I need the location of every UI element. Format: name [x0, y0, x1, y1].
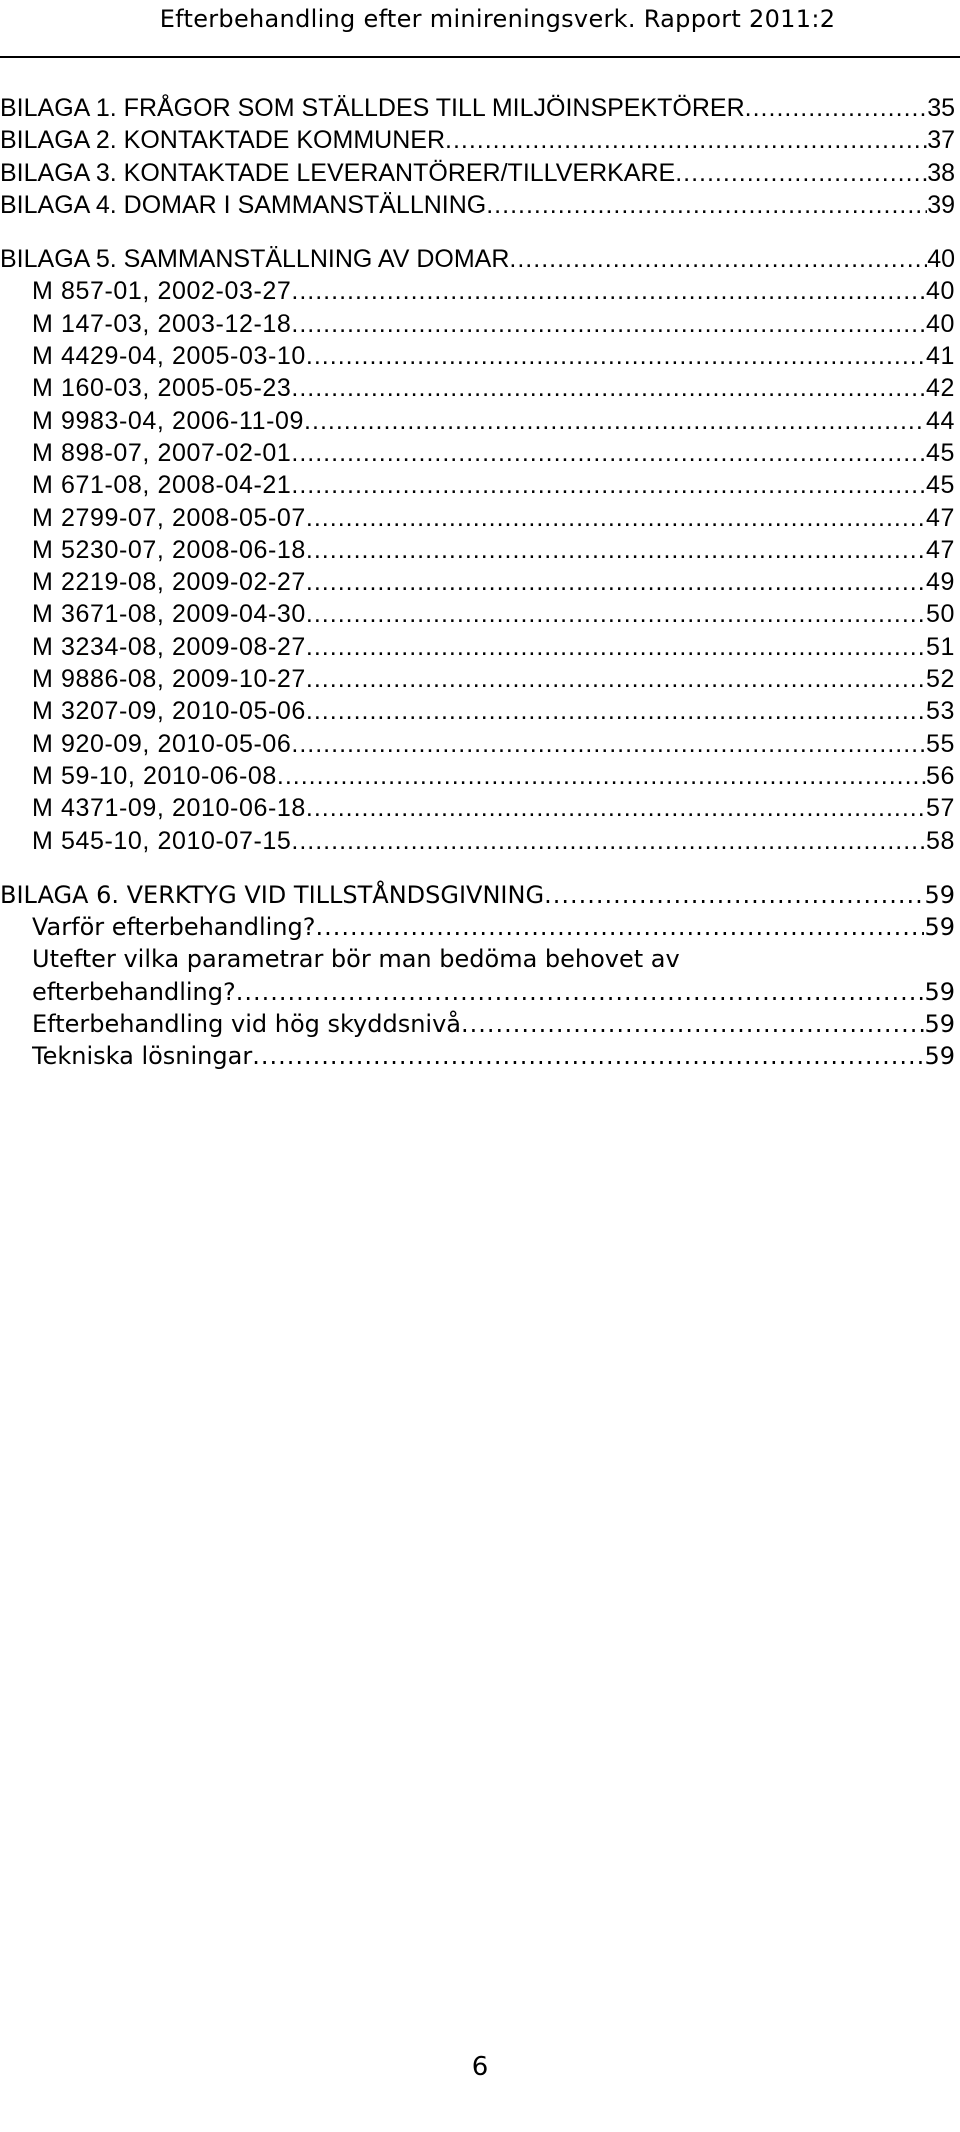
- toc-entry-label: Varför efterbehandling?: [32, 913, 316, 942]
- toc-entry-dom[interactable]: [32, 825, 955, 857]
- toc-entry-page: 56: [925, 761, 955, 790]
- toc-entry-label: BILAGA 3. KONTAKTADE LEVERANTÖRER/TILLVERKARE: [0, 158, 676, 187]
- header-rule: [0, 56, 960, 58]
- toc-entry-page: 47: [925, 535, 955, 564]
- dot-leader: [306, 598, 926, 630]
- toc-entry-tekniska-losningar[interactable]: [32, 1040, 955, 1072]
- dot-leader: [291, 308, 926, 340]
- toc-entry-dom[interactable]: [32, 372, 955, 404]
- toc-entry-dom[interactable]: [32, 437, 955, 469]
- toc-entry-dom[interactable]: [32, 275, 955, 307]
- dot-leader: [306, 631, 926, 663]
- toc-entry-page: 37: [927, 126, 955, 155]
- toc-entry-dom[interactable]: [32, 405, 955, 437]
- dot-leader: [236, 976, 925, 1008]
- dot-leader: [291, 372, 926, 404]
- toc-entry-label: M 3671-08, 2009-04-30: [32, 600, 306, 629]
- toc-entry-dom[interactable]: [32, 308, 955, 340]
- toc-entry-page: 45: [925, 438, 955, 467]
- dot-leader: [445, 124, 927, 156]
- toc-entry-label: M 4371-09, 2010-06-18: [32, 794, 306, 823]
- toc-entry-dom[interactable]: [32, 502, 955, 534]
- toc-entry-label: BILAGA 2. KONTAKTADE KOMMUNER: [0, 126, 445, 155]
- toc-entry-label: M 3207-09, 2010-05-06: [32, 697, 306, 726]
- toc-entry-label: BILAGA 6. VERKTYG VID TILLSTÅNDSGIVNING: [0, 880, 545, 909]
- toc-entry-label: M 898-07, 2007-02-01: [32, 438, 292, 467]
- toc-entry-dom[interactable]: [32, 534, 955, 566]
- toc-entry-page: 49: [925, 568, 955, 597]
- dot-leader: [306, 792, 926, 824]
- toc-entry-hog-skyddsniva[interactable]: [32, 1008, 955, 1040]
- toc-entry-parametrar-line1[interactable]: Utefter vilka parametrar bör man bedöma behovet av: [32, 945, 680, 974]
- toc-entry-bilaga-4[interactable]: [0, 189, 955, 221]
- dot-leader: [509, 243, 927, 275]
- dot-leader: [304, 405, 926, 437]
- toc-entry-label: M 59-10, 2010-06-08: [32, 761, 277, 790]
- toc-entry-dom[interactable]: [32, 728, 955, 760]
- toc-entry-label: Tekniska lösningar: [32, 1042, 253, 1071]
- toc-entry-label: M 147-03, 2003-12-18: [32, 309, 292, 338]
- toc-entry-page: 59: [924, 1010, 955, 1039]
- toc-entry-bilaga-6[interactable]: [0, 879, 955, 911]
- toc-entry-label: BILAGA 5. SAMMANSTÄLLNING AV DOMAR: [0, 245, 510, 274]
- toc-bilagor-1-4: [0, 92, 960, 221]
- dot-leader: [306, 502, 926, 534]
- toc-entry-label: M 920-09, 2010-05-06: [32, 729, 292, 758]
- toc-entry-page: 42: [925, 374, 955, 403]
- toc-entry-page: 38: [927, 158, 955, 187]
- toc-entry-page: 53: [925, 697, 955, 726]
- dot-leader: [252, 1040, 924, 1072]
- toc-entry-page: 59: [924, 977, 955, 1006]
- dot-leader: [291, 728, 926, 760]
- toc-entry-label: Efterbehandling vid hög skyddsnivå: [32, 1010, 462, 1039]
- dot-leader: [277, 760, 926, 792]
- dot-leader: [306, 534, 926, 566]
- toc-entry-label: M 545-10, 2010-07-15: [32, 826, 292, 855]
- toc-entry-page: 58: [925, 826, 955, 855]
- toc-entry-page: 52: [925, 665, 955, 694]
- toc-entry-label: M 2799-07, 2008-05-07: [32, 503, 306, 532]
- toc-entry-label: M 9983-04, 2006-11-09: [32, 406, 305, 435]
- toc-entry-label: efterbehandling?: [32, 977, 236, 1006]
- toc-entry-page: 47: [925, 503, 955, 532]
- toc-entry-page: 39: [927, 190, 955, 219]
- toc-entry-label: M 2219-08, 2009-02-27: [32, 568, 306, 597]
- dot-leader: [486, 189, 927, 221]
- dot-leader: [544, 879, 924, 911]
- toc-entry-dom[interactable]: [32, 792, 955, 824]
- dot-leader: [745, 92, 928, 124]
- toc-entry-bilaga-1[interactable]: [0, 92, 955, 124]
- dot-leader: [306, 566, 926, 598]
- toc-entry-dom[interactable]: [32, 695, 955, 727]
- toc-entry-dom[interactable]: [32, 469, 955, 501]
- toc-entry-page: 59: [924, 913, 955, 942]
- dot-leader: [315, 911, 924, 943]
- toc-entry-label: M 3234-08, 2009-08-27: [32, 632, 306, 661]
- toc-entry-bilaga-2[interactable]: [0, 124, 955, 156]
- toc-entry-dom[interactable]: [32, 760, 955, 792]
- dot-leader: [291, 469, 926, 501]
- toc-entry-page: 50: [925, 600, 955, 629]
- toc-entry-page: 51: [925, 632, 955, 661]
- dot-leader: [675, 157, 927, 189]
- toc-entry-bilaga-5[interactable]: [0, 243, 955, 275]
- dot-leader: [306, 663, 926, 695]
- toc-entry-dom[interactable]: [32, 598, 955, 630]
- dot-leader: [291, 437, 926, 469]
- toc-entry-label: M 671-08, 2008-04-21: [32, 471, 292, 500]
- toc-entry-page: 57: [925, 794, 955, 823]
- running-header: Efterbehandling efter minireningsverk. Rapport 2011:2: [159, 5, 836, 33]
- toc-entry-label: M 160-03, 2005-05-23: [32, 374, 292, 403]
- toc-entry-label: M 5230-07, 2008-06-18: [32, 535, 306, 564]
- toc-entry-page: 59: [924, 880, 955, 909]
- toc-entry-page: 40: [927, 245, 955, 274]
- toc-entry-parametrar[interactable]: [32, 976, 955, 1008]
- toc-entry-page: 55: [925, 729, 955, 758]
- toc-entry-dom[interactable]: [32, 631, 955, 663]
- toc-domar-list: [0, 275, 960, 856]
- table-of-contents: [0, 92, 960, 1073]
- toc-entry-page: 59: [924, 1042, 955, 1071]
- toc-entry-bilaga-3[interactable]: [0, 157, 955, 189]
- toc-entry-label: M 4429-04, 2005-03-10: [32, 342, 306, 371]
- page-number: 6: [471, 2052, 489, 2082]
- toc-entry-page: 44: [925, 406, 955, 435]
- toc-entry-dom[interactable]: [32, 566, 955, 598]
- toc-entry-page: 40: [925, 309, 955, 338]
- toc-entry-dom[interactable]: [32, 663, 955, 695]
- toc-entry-page: 35: [927, 94, 955, 122]
- toc-entry-varfor-efterbehandling[interactable]: [32, 911, 955, 943]
- toc-entry-label: M 9886-08, 2009-10-27: [32, 665, 306, 694]
- toc-entry-label: BILAGA 1. FRÅGOR SOM STÄLLDES TILL MILJÖINSPEKTÖRER: [0, 94, 745, 122]
- toc-entry-dom[interactable]: [32, 340, 955, 372]
- toc-entry-page: 41: [925, 342, 955, 371]
- dot-leader: [306, 340, 926, 372]
- toc-entry-page: 45: [925, 471, 955, 500]
- toc-entry-label: BILAGA 4. DOMAR I SAMMANSTÄLLNING: [0, 190, 487, 219]
- dot-leader: [291, 275, 926, 307]
- dot-leader: [461, 1008, 924, 1040]
- toc-entry-page: 40: [925, 277, 955, 306]
- toc-bilaga-6: [0, 879, 960, 1073]
- toc-bilaga-5: [0, 243, 960, 857]
- toc-entry-label: M 857-01, 2002-03-27: [32, 277, 292, 306]
- dot-leader: [306, 695, 926, 727]
- dot-leader: [291, 825, 926, 857]
